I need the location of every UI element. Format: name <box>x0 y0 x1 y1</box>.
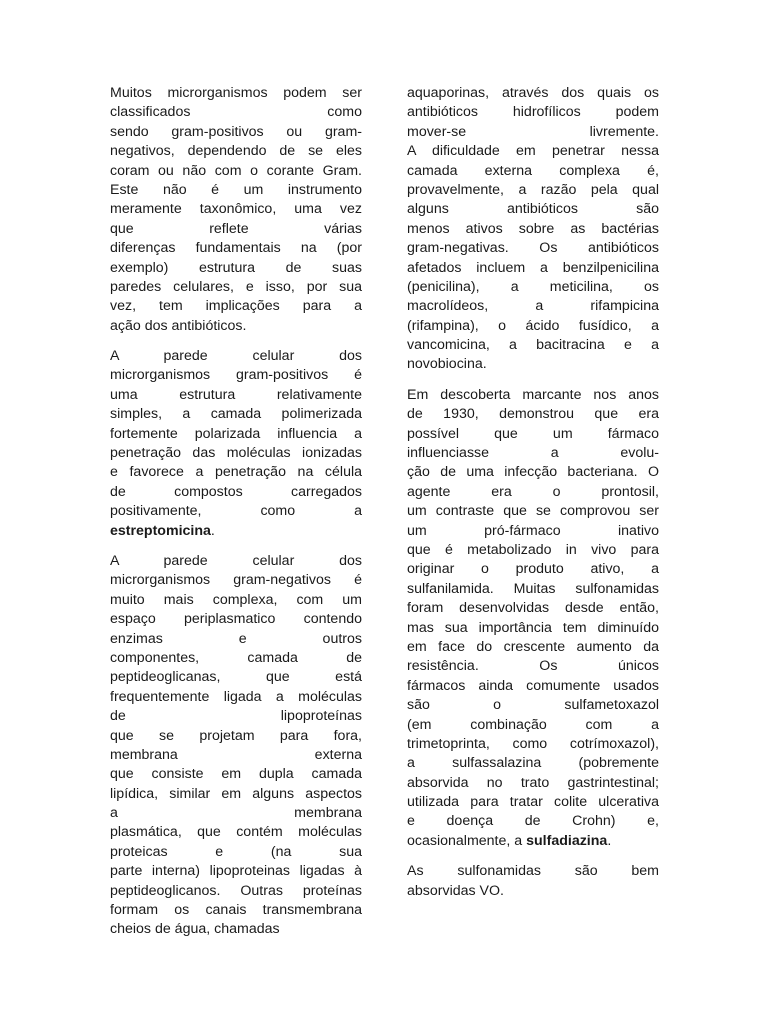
text-run: meramente taxonômico, uma vez <box>110 201 362 218</box>
text-run: parte interna) lipoproteinas ligadas à <box>110 863 362 880</box>
text-run: (em combinação com a <box>407 716 659 733</box>
text-line <box>110 591 362 610</box>
text-run: foram desenvolvidas desde então, <box>407 600 659 617</box>
text-line <box>110 386 362 405</box>
text-line <box>407 463 659 482</box>
paragraph <box>407 862 659 901</box>
text-run: aquaporinas, através dos quais os <box>407 85 659 101</box>
text-run: microrganismos gram-positivos é <box>110 367 362 384</box>
text-line <box>407 355 659 374</box>
text-run: Este não é um instrumento <box>110 181 362 198</box>
text-run: vez, tem implicações para a <box>110 298 362 315</box>
text-line <box>407 862 659 881</box>
text-line <box>407 560 659 579</box>
text-line <box>407 142 659 161</box>
text-run: lipídica, similar em alguns aspectos <box>110 785 362 802</box>
text-line <box>110 84 362 103</box>
text-line <box>110 901 362 920</box>
bold-term: sulfadiazina <box>526 832 608 849</box>
text-line <box>407 84 659 103</box>
text-run: plasmática, que contém moléculas <box>110 824 362 841</box>
text-line <box>407 336 659 355</box>
text-line <box>110 630 362 649</box>
text-line <box>110 123 362 142</box>
text-line <box>407 716 659 735</box>
text-run: sulfanilamida. Muitas sulfonamidas <box>407 580 659 597</box>
text-line <box>110 522 362 541</box>
text-run: de lipoproteínas <box>110 708 362 725</box>
text-line <box>110 162 362 181</box>
text-run: camada externa complexa é, <box>407 162 659 179</box>
text-line <box>407 599 659 618</box>
text-line <box>407 832 659 851</box>
text-line <box>110 804 362 823</box>
text-run: a sulfassalazina (pobremente <box>407 755 659 772</box>
text-line <box>407 735 659 754</box>
text-line <box>110 200 362 219</box>
text-line <box>110 483 362 502</box>
text-run: (penicilina), a meticilina, os <box>407 278 659 295</box>
text-run: a membrana <box>110 805 362 822</box>
text-run: paredes celulares, e isso, por sua <box>110 278 362 295</box>
text-run: . <box>607 832 612 849</box>
text-run: muito mais complexa, com um <box>110 591 362 608</box>
paragraph <box>407 386 659 851</box>
text-line <box>407 162 659 181</box>
text-run: gram-negativas. Os antibióticos <box>407 240 659 257</box>
text-run: de compostos carregados <box>110 483 362 500</box>
text-line <box>110 765 362 784</box>
text-run: possível que um fármaco <box>407 425 659 442</box>
text-line <box>110 220 362 239</box>
text-run: um contraste que se comprovou ser <box>407 503 659 520</box>
text-run: provavelmente, a razão pela qual <box>407 181 659 198</box>
text-run: A parede celular dos <box>110 348 362 365</box>
text-run: trimetoprinta, como cotrímoxazol), <box>407 735 659 752</box>
text-line <box>407 103 659 122</box>
text-line <box>110 347 362 366</box>
text-line <box>407 317 659 336</box>
text-line <box>407 619 659 638</box>
text-run: que é metabolizado in vivo para <box>407 541 659 558</box>
text-run: negativos, dependendo de se eles <box>110 143 362 160</box>
text-line <box>407 425 659 444</box>
text-run: exemplo) estrutura de suas <box>110 259 362 276</box>
text-run: cheios de água, chamadas <box>110 921 280 938</box>
text-line <box>407 278 659 297</box>
text-line <box>407 220 659 239</box>
text-run: resistência. Os únicos <box>407 658 659 675</box>
text-line <box>110 278 362 297</box>
text-line <box>110 297 362 316</box>
text-line <box>110 785 362 804</box>
text-run: proteicas e (na sua <box>110 843 362 860</box>
text-line <box>110 142 362 161</box>
text-run: formam os canais transmembrana <box>110 902 362 919</box>
text-line <box>407 123 659 142</box>
paragraph <box>110 552 362 940</box>
text-line <box>407 181 659 200</box>
text-line <box>407 483 659 502</box>
text-run: componentes, camada de <box>110 649 362 666</box>
text-run: peptideoglicanos. Outras proteínas <box>110 882 362 899</box>
text-line <box>110 571 362 590</box>
text-run: ção de uma infecção bacteriana. O <box>407 464 659 481</box>
text-run: absorvida no trato gastrintestinal; <box>407 774 659 791</box>
text-line <box>110 727 362 746</box>
text-line <box>110 502 362 521</box>
right-column <box>407 84 659 912</box>
text-run: utilizada para tratar colite ulcerativa <box>407 794 659 811</box>
text-line <box>407 200 659 219</box>
text-line <box>110 259 362 278</box>
text-line <box>110 610 362 629</box>
text-line <box>110 746 362 765</box>
text-run: membrana externa <box>110 746 362 763</box>
text-run: classificados como <box>110 104 362 121</box>
text-line <box>407 812 659 831</box>
text-line <box>407 882 659 901</box>
text-run: espaço periplasmatico contendo <box>110 611 362 628</box>
bold-term: estreptomicina <box>110 522 211 539</box>
text-run: positivamente, como a <box>110 503 362 520</box>
text-run: ação dos antibióticos. <box>110 317 247 334</box>
text-run: Muitos microrganismos podem ser <box>110 85 362 101</box>
text-run: peptideoglicanas, que está <box>110 669 362 686</box>
text-run: coram ou não com o corante Gram. <box>110 162 362 179</box>
text-line <box>110 668 362 687</box>
text-run: alguns antibióticos são <box>407 201 659 218</box>
text-run: frequentemente ligada a moléculas <box>110 688 362 705</box>
text-run: são o sulfametoxazol <box>407 697 659 714</box>
text-line <box>407 754 659 773</box>
text-run: macrolídeos, a rifampicina <box>407 298 659 315</box>
text-run: fármacos ainda comumente usados <box>407 677 659 694</box>
text-run: que reflete várias <box>110 220 362 237</box>
text-line <box>407 259 659 278</box>
text-run: vancomicina, a bacitracina e a <box>407 337 659 354</box>
text-run: uma estrutura relativamente <box>110 386 362 403</box>
text-run: menos ativos sobre as bactérias <box>407 220 659 237</box>
paragraph <box>110 84 362 336</box>
text-line <box>407 297 659 316</box>
text-line <box>110 405 362 424</box>
text-run: influenciasse a evolu- <box>407 445 659 462</box>
text-run: sendo gram-positivos ou gram- <box>110 123 362 140</box>
text-run: A parede celular dos <box>110 552 362 569</box>
text-line <box>110 463 362 482</box>
text-line <box>407 502 659 521</box>
text-line <box>110 688 362 707</box>
text-line <box>407 580 659 599</box>
text-run: um pró-fármaco inativo <box>407 522 659 539</box>
text-run: afetados incluem a benzilpenicilina <box>407 259 659 276</box>
left-column <box>110 84 362 951</box>
text-run: enzimas e outros <box>110 630 362 647</box>
text-line <box>110 823 362 842</box>
text-run: antibióticos hidrofílicos podem <box>407 104 659 121</box>
text-run: penetração das moléculas ionizadas <box>110 445 362 462</box>
text-line <box>110 862 362 881</box>
text-line <box>110 425 362 444</box>
text-line <box>407 444 659 463</box>
text-line <box>110 649 362 668</box>
text-line <box>110 707 362 726</box>
text-line <box>110 552 362 571</box>
text-run: que consiste em dupla camada <box>110 766 362 783</box>
text-line <box>110 882 362 901</box>
text-line <box>407 793 659 812</box>
text-line <box>407 386 659 405</box>
text-run: ocasionalmente, a <box>407 832 527 849</box>
text-line <box>407 657 659 676</box>
text-run: novobiocina. <box>407 356 487 373</box>
text-run: e favorece a penetração na célula <box>110 464 362 481</box>
text-run: diferenças fundamentais na (por <box>110 240 362 257</box>
text-run: absorvidas VO. <box>407 882 504 899</box>
text-line <box>110 239 362 258</box>
text-line <box>407 405 659 424</box>
text-run: microrganismos gram-negativos é <box>110 572 362 589</box>
text-run: mover-se livremente. <box>407 123 659 140</box>
text-run: em face do crescente aumento da <box>407 638 659 655</box>
text-line <box>407 239 659 258</box>
text-line <box>407 541 659 560</box>
text-line <box>407 774 659 793</box>
text-run: de 1930, demonstrou que era <box>407 406 659 423</box>
text-run: simples, a camada polimerizada <box>110 406 362 423</box>
text-line <box>110 103 362 122</box>
text-run: fortemente polarizada influencia a <box>110 425 362 442</box>
text-run: As sulfonamidas são bem <box>407 863 659 880</box>
text-run: e doença de Crohn) e, <box>407 813 659 830</box>
text-run: agente era o prontosil, <box>407 483 659 500</box>
text-run: mas sua importância tem diminuído <box>407 619 659 636</box>
text-line <box>407 677 659 696</box>
text-run: . <box>210 522 215 539</box>
text-line <box>110 366 362 385</box>
text-line <box>110 843 362 862</box>
text-run: (rifampina), o ácido fusídico, a <box>407 317 659 334</box>
text-line <box>110 920 362 939</box>
text-line <box>110 444 362 463</box>
paragraph <box>110 347 362 541</box>
text-run: que se projetam para fora, <box>110 727 362 744</box>
text-line <box>407 638 659 657</box>
text-line <box>110 317 362 336</box>
text-line <box>407 522 659 541</box>
text-run: A dificuldade em penetrar nessa <box>407 143 659 160</box>
text-run: Em descoberta marcante nos anos <box>407 386 659 403</box>
text-line <box>110 181 362 200</box>
text-line <box>407 696 659 715</box>
text-run: originar o produto ativo, a <box>407 561 659 578</box>
paragraph <box>407 84 659 375</box>
